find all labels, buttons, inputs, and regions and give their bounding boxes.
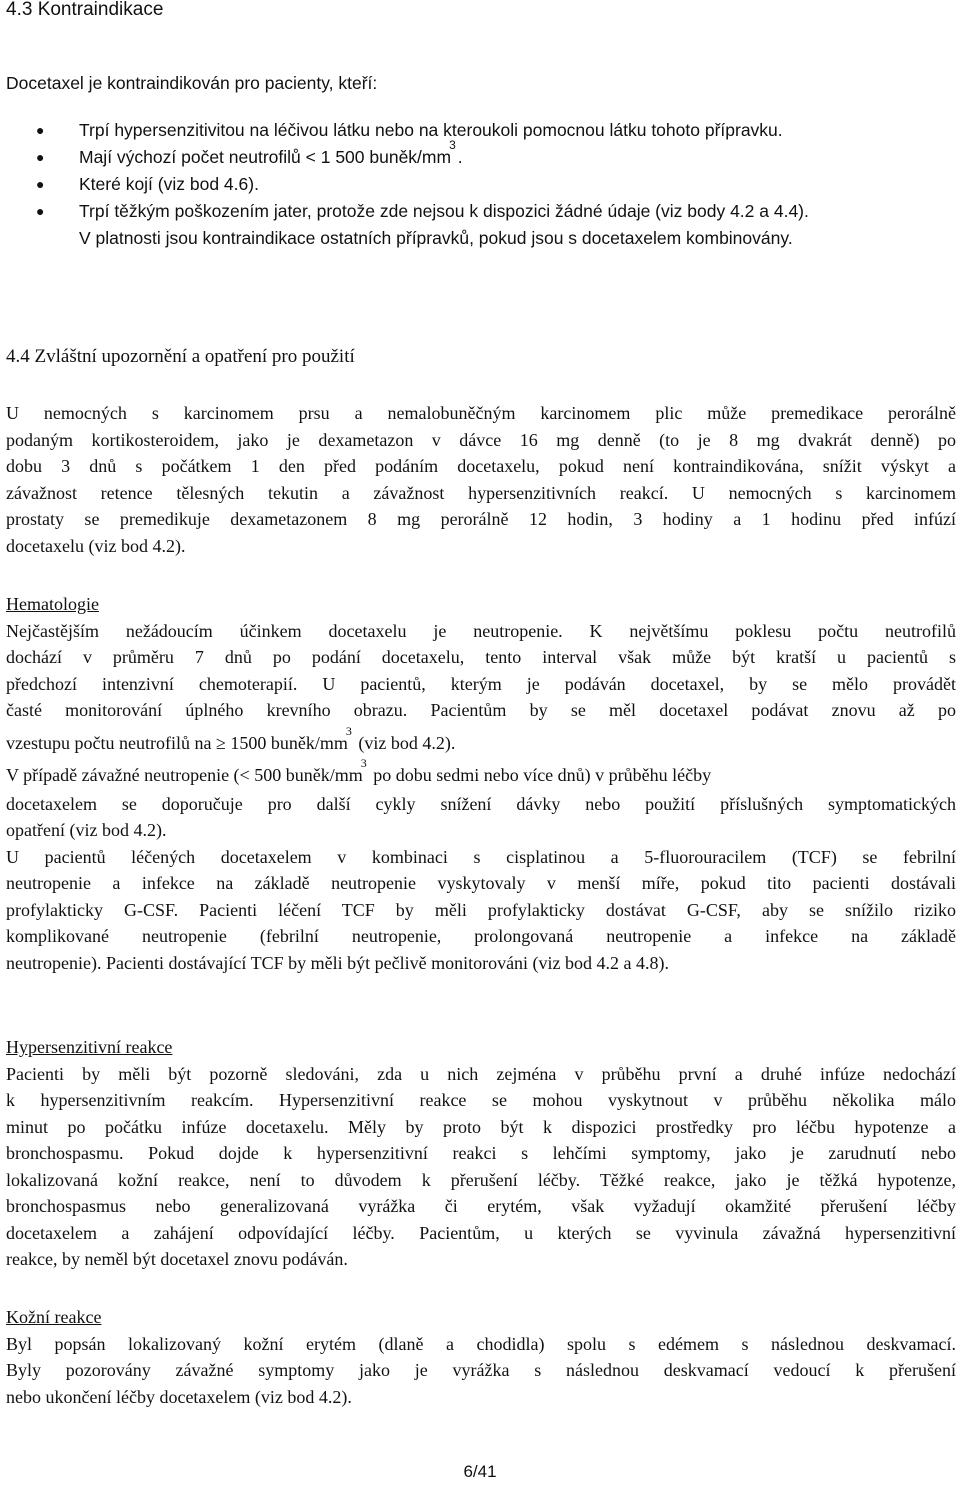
hypersensitivity-section: Hypersenzitivní reakce Pacienti by měli být pozorně sledováni, zda u nich zejména v průběhu první a druhé infúze nedochází k hypersenzitivním reakcím. Hypersenzitivní reakce se mohou vyskytnout v průběhu několika málo minut po počátku infúze docetaxelu. Měly by proto být k dispozici prostředky pro léčbu hypotenze a bronchospasmu. Pokud dojde k hypersenzitivní reakci s lehčími symptomy, jako je zarudnutí nebo lokalizovaná kožní reakce, není to důvodem k přerušení léčby. Těžké reakce, jako je těžká hypotenze, bronchospasmus nebo generalizovaná vyrážka či erytém, však vyžadují okamžité přerušení léčby docetaxelem a zahájení odpovídající léčby. Pacientům, u kterých se vyvinula závažná hypersenzitivní reakce, by neměl být docetaxel znovu podáván. [6, 1034, 956, 1273]
hematology-section: Hematologie Nejčastějším nežádoucím účinkem docetaxelu je neutropenie. K největšímu poklesu počtu neutrofilů dochází v průměru 7 dnů po podání docetaxelu, tento interval však může být kratší u pacientů s předchozí intenzivní chemoterapií. U pacientů, kterým je podáván docetaxel, by se mělo provádět časté monitorování úplného krevního obrazu. Pacientům by se měl docetaxel podávat znovu až po vzestupu počtu neutrofilů na ≥ 1500 buněk/$mm^3$ (viz bod 4.2). V případě závažné neutropenie (< 500 buněk/$mm^3$ po dobu sedmi nebo více dnů) v průběhu léčby docetaxelem se doporučuje pro další cykly snížení dávky nebo použití příslušných symptomatických opatření (viz bod 4.2). U pacientů léčených docetaxelem v kombinaci s cisplatinou a 5-fluorouracilem (TCF) se febrilní neutropenie a infekce na základě neutropenie vyskytovaly v menší míře, pokud tito pacienti dostávali profylakticky G-CSF. Pacienti léčení TCF by měli profylakticky dostávat G-CSF, aby se snížilo riziko komplikované neutropenie (febrilní neutropenie, prolongovaná neutropenie a infekce na základě neutropenie). Pacienti dostávající TCF by měli být pečlivě monitorováni (viz bod 4.2 a 4.8). [6, 591, 956, 976]
subheading-hypersensitivity: Hypersenzitivní reakce [6, 1037, 173, 1057]
contraindication-intro: Docetaxel je kontraindikován pro pacienty, kteří: [6, 73, 378, 93]
list-item: ● Mají výchozí počet neutrofilů < 1 500 buněk/$mm^3$. [6, 144, 956, 171]
list-item: ● Trpí hypersenzitivitou na léčivou látku nebo na kteroukoli pomocnou látku tohoto přípravku. [6, 117, 956, 144]
subheading-skin-reactions: Kožní reakce [6, 1307, 102, 1327]
superscript: 3 [360, 756, 367, 770]
section-heading-4-3: 4.3 Kontraindikace [6, 0, 164, 20]
list-item: ● Trpí těžkým poškozením jater, protože zde nejsou k dispozici žádné údaje (viz body 4.2 a 4.4). V platnosti jsou kontraindikace ostatních přípravků, pokud jsou s docetaxelem kombinovány. [6, 198, 956, 252]
subheading-hematology: Hematologie [6, 594, 99, 614]
premedication-paragraph: U nemocných s karcinomem prsu a nemalobuněčným karcinomem plic může premedikace perorálně podaným kortikosteroidem, jako je dexametazon v dávce 16 mg denně (to je 8 mg dvakrát denně) po dobu 3 dnů s počátkem 1 den před podáním docetaxelu, pokud není kontraindikována, snížit výskyt a závažnost retence tělesných tekutin a závažnost hypersenzitivních reakcí. U nemocných s karcinomem prostaty se premedikuje dexametazonem 8 mg perorálně 12 hodin, 3 hodiny a 1 hodinu před infúzí docetaxelu (viz bod 4.2). [6, 403, 956, 556]
bullet-icon: ● [36, 176, 45, 192]
page-number: 6/41 [463, 1462, 497, 1481]
geq-symbol: ≥ [215, 732, 226, 753]
section-heading-4-4: 4.4 Zvláštní upozornění a opatření pro použití [6, 346, 355, 367]
superscript: 3 [345, 723, 352, 738]
bullet-icon: ● [36, 149, 45, 165]
bullet-icon: ● [36, 122, 45, 138]
list-item: ● Které kojí (viz bod 4.6). [6, 171, 956, 198]
bullet-icon: ● [36, 203, 45, 219]
skin-reactions-section: Kožní reakce Byl popsán lokalizovaný kožní erytém (dlaně a chodidla) spolu s edémem s následnou deskvamací. Byly pozorovány závažné symptomy jako je vyrážka s následnou deskvamací vedoucí k přerušení nebo ukončení léčby docetaxelem (viz bod 4.2). [6, 1304, 956, 1410]
contraindication-list [6, 117, 956, 252]
superscript: 3 [449, 138, 456, 152]
